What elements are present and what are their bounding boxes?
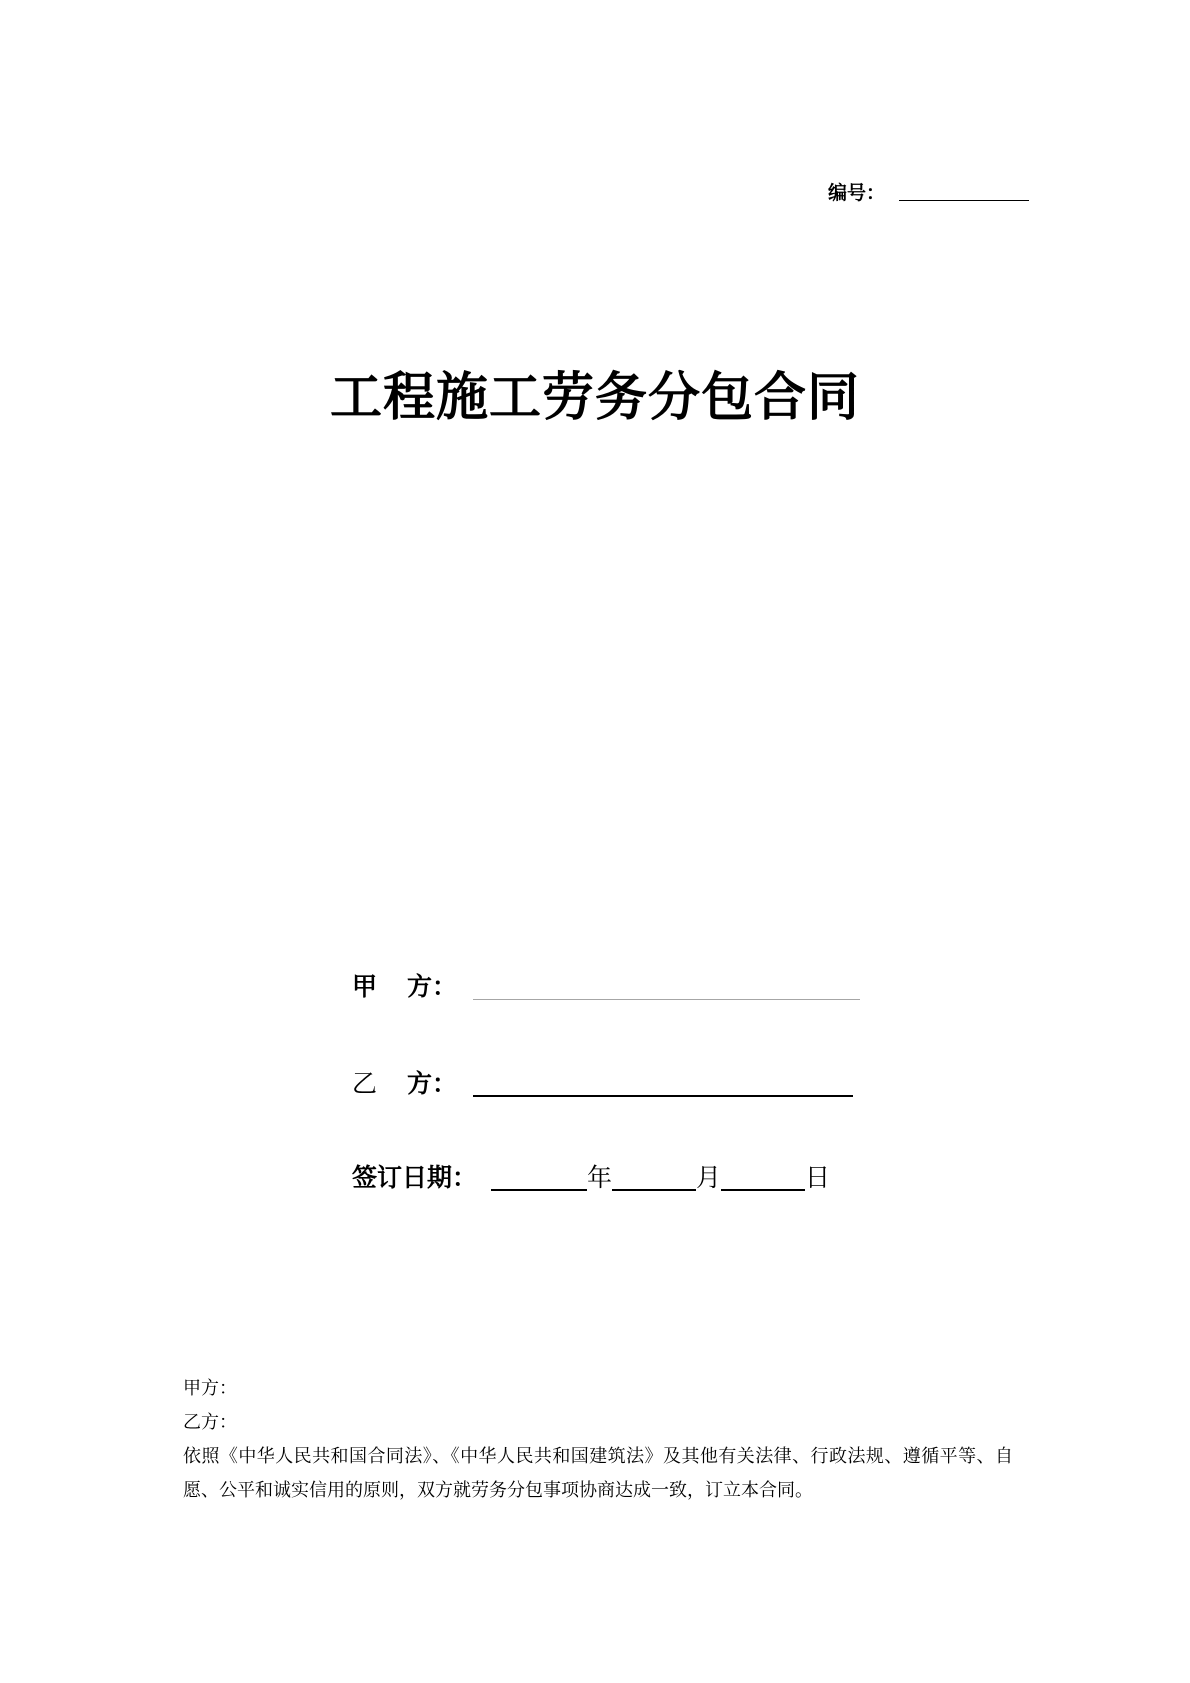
party-a-label-char2: 方： <box>407 972 458 1001</box>
document-title: 工程施工劳务分包合同 <box>329 367 860 428</box>
contract-body <box>183 1372 1013 1508</box>
serial-number-label: 编号： <box>828 182 886 204</box>
sign-date-label: 签订日期： <box>352 1163 478 1192</box>
serial-number-field <box>828 178 1029 205</box>
body-preamble-paragraph: 依照《中华人民共和国合同法》、《中华人民共和国建筑法》及其他有关法律、行政法规、遵循平等、自愿、公平和诚实信用的原则，双方就劳务分包事项协商达成一致，订立本合同。 <box>183 1446 1013 1501</box>
party-a-blank[interactable] <box>473 999 860 1000</box>
body-party-a-line: 甲方： <box>183 1378 237 1399</box>
sign-date-month-unit: 月 <box>696 1163 722 1192</box>
party-b-field <box>352 1064 853 1100</box>
sign-date-day-blank[interactable] <box>721 1189 805 1191</box>
sign-date-year-blank[interactable] <box>491 1189 587 1191</box>
serial-number-blank[interactable] <box>899 199 1029 201</box>
party-b-label-char1: 乙 <box>352 1069 378 1098</box>
party-a-field <box>352 967 860 1003</box>
sign-date-day-unit: 日 <box>805 1163 831 1192</box>
sign-date-month-blank[interactable] <box>612 1189 696 1191</box>
party-a-label-char1: 甲 <box>352 972 378 1001</box>
sign-date-field <box>352 1158 830 1194</box>
sign-date-year-unit: 年 <box>587 1163 613 1192</box>
party-b-blank[interactable] <box>473 1095 853 1097</box>
party-b-label-char2: 方： <box>407 1069 458 1098</box>
body-party-b-line: 乙方： <box>183 1412 237 1433</box>
